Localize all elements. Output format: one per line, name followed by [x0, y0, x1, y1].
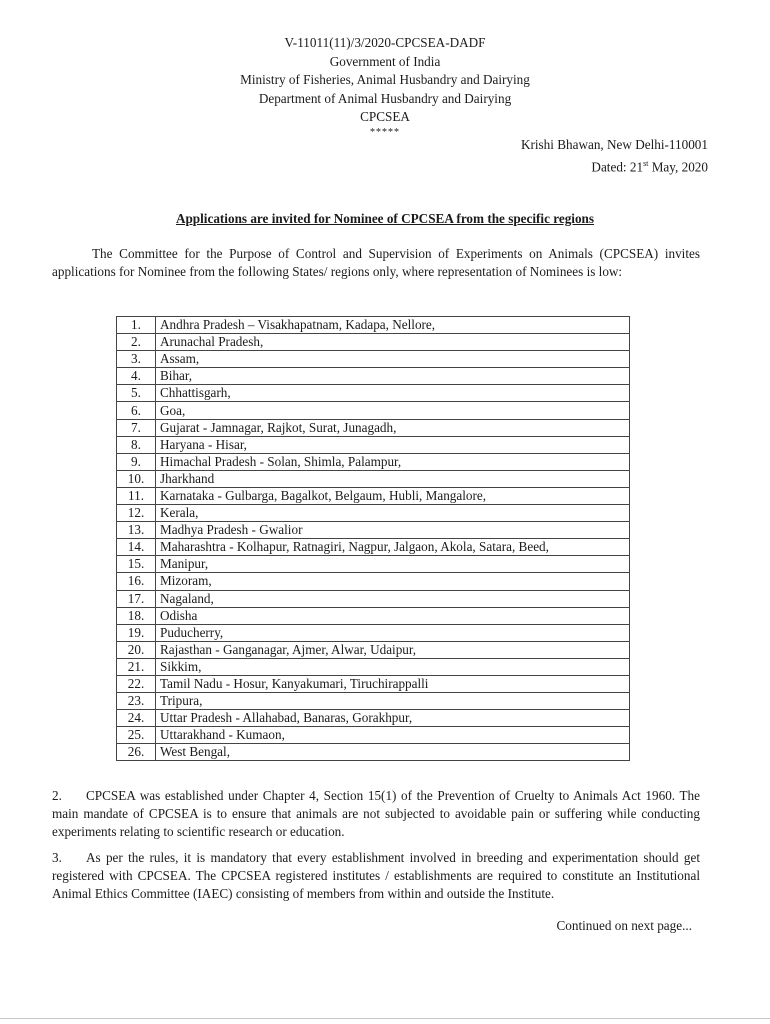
table-row: [117, 368, 630, 385]
region-name: Nagaland,: [156, 590, 630, 607]
region-name: Chhattisgarh,: [156, 385, 630, 402]
paragraph-text: CPCSEA was established under Chapter 4, Section 15(1) of the Prevention of Cruelty to Animals Act 1960. The main mandate of CPCSEA is to ensure that animals are not subjected to avoidable pain or suffering while conducting experiments relating to scientific research or education.: [52, 788, 700, 839]
region-name: Karnataka - Gulbarga, Bagalkot, Belgaum, Hubli, Mangalore,: [156, 487, 630, 504]
paragraph-number: 3.: [52, 850, 62, 865]
row-number: 22.: [117, 675, 156, 692]
region-name: Odisha: [156, 607, 630, 624]
letterhead: [0, 34, 770, 139]
table-row: [117, 624, 630, 641]
intro-paragraph: The Committee for the Purpose of Control and Supervision of Experiments on Animals (CPCSEA) invites applications for Nominee from the following States/ regions only, where representation of Nominees is low:: [52, 246, 700, 279]
table-row: [117, 505, 630, 522]
region-name: Jharkhand: [156, 470, 630, 487]
row-number: 17.: [117, 590, 156, 607]
row-number: 7.: [117, 419, 156, 436]
table-row: [117, 385, 630, 402]
table-row: [117, 351, 630, 368]
table-row: [117, 470, 630, 487]
date: [521, 155, 708, 177]
region-name: Himachal Pradesh - Solan, Shimla, Palampur,: [156, 453, 630, 470]
row-number: 10.: [117, 470, 156, 487]
address: Krishi Bhawan, New Delhi-110001: [520, 137, 708, 152]
file-reference: V-11011(11)/3/2020-CPCSEA-DADF: [284, 35, 486, 50]
row-number: 19.: [117, 624, 156, 641]
row-number: 11.: [117, 487, 156, 504]
row-number: 9.: [117, 453, 156, 470]
table-row: [117, 744, 630, 761]
address-block: [521, 136, 708, 177]
row-number: 1.: [117, 317, 156, 334]
region-name: Gujarat - Jamnagar, Rajkot, Surat, Junagadh,: [156, 419, 630, 436]
row-number: 24.: [117, 710, 156, 727]
paragraph-number: 2.: [52, 788, 62, 803]
region-name: Andhra Pradesh – Visakhapatnam, Kadapa, Nellore,: [156, 317, 630, 334]
region-name: Mizoram,: [156, 573, 630, 590]
region-name: Kerala,: [156, 505, 630, 522]
region-name: Uttarakhand - Kumaon,: [156, 727, 630, 744]
row-number: 25.: [117, 727, 156, 744]
table-row: [117, 334, 630, 351]
date-ordinal: st: [643, 158, 649, 168]
government-line: Government of India: [329, 53, 441, 69]
table-row: [117, 675, 630, 692]
table-row: [117, 590, 630, 607]
paragraph-text: As per the rules, it is mandatory that every establishment involved in breeding and experimentation should get registered with CPCSEA. The CPCSEA registered institutes / establishments are required to constitute an Institutional Animal Ethics Committee (IAEC) consisting of members from within and outside the Institute.: [52, 850, 700, 901]
row-number: 26.: [117, 744, 156, 761]
table-row: [117, 419, 630, 436]
table-row: [117, 539, 630, 556]
row-number: 2.: [117, 334, 156, 351]
ministry-line: Ministry of Fisheries, Animal Husbandry and Dairying: [240, 72, 530, 88]
table-row: [117, 641, 630, 658]
row-number: 23.: [117, 693, 156, 710]
table-row: [117, 710, 630, 727]
region-name: Tamil Nadu - Hosur, Kanyakumari, Tiruchirappalli: [156, 675, 630, 692]
region-name: Rajasthan - Ganganagar, Ajmer, Alwar, Udaipur,: [156, 641, 630, 658]
region-name: Puducherry,: [156, 624, 630, 641]
table-row: [117, 402, 630, 419]
table-row: [117, 522, 630, 539]
row-number: 4.: [117, 368, 156, 385]
table-row: [117, 453, 630, 470]
table-row: [117, 556, 630, 573]
region-name: Madhya Pradesh - Gwalior: [156, 522, 630, 539]
region-name: Manipur,: [156, 556, 630, 573]
region-name: Uttar Pradesh - Allahabad, Banaras, Gorakhpur,: [156, 710, 630, 727]
region-name: West Bengal,: [156, 744, 630, 761]
region-name: Assam,: [156, 351, 630, 368]
table-row: [117, 607, 630, 624]
date-suffix: May, 2020: [648, 158, 708, 174]
separator-stars: *****: [370, 126, 400, 138]
table-row: [117, 573, 630, 590]
row-number: 16.: [117, 573, 156, 590]
row-number: 14.: [117, 539, 156, 556]
table-row: [117, 658, 630, 675]
row-number: 21.: [117, 658, 156, 675]
department-line: Department of Animal Husbandry and Dairying: [258, 90, 512, 106]
row-number: 5.: [117, 385, 156, 402]
region-name: Goa,: [156, 402, 630, 419]
row-number: 6.: [117, 402, 156, 419]
row-number: 20.: [117, 641, 156, 658]
row-number: 8.: [117, 436, 156, 453]
row-number: 15.: [117, 556, 156, 573]
row-number: 12.: [117, 505, 156, 522]
org-line: CPCSEA: [360, 109, 410, 125]
paragraph-3: [52, 849, 700, 902]
region-name: Maharashtra - Kolhapur, Ratnagiri, Nagpur, Jalgaon, Akola, Satara, Beed,: [156, 539, 630, 556]
table-row: [117, 487, 630, 504]
table-row: [117, 693, 630, 710]
paragraph-2: [52, 787, 700, 840]
table-row: [117, 727, 630, 744]
row-number: 18.: [117, 607, 156, 624]
region-name: Arunachal Pradesh,: [156, 334, 630, 351]
regions-table: [116, 316, 630, 761]
date-prefix: Dated: 21: [591, 158, 644, 174]
table-row: [117, 317, 630, 334]
page-bottom-rule: [0, 1018, 770, 1019]
region-name: Tripura,: [156, 693, 630, 710]
table-row: [117, 436, 630, 453]
row-number: 3.: [117, 351, 156, 368]
region-name: Bihar,: [156, 368, 630, 385]
row-number: 13.: [117, 522, 156, 539]
subject-heading: Applications are invited for Nominee of CPCSEA from the specific regions: [175, 211, 595, 226]
continued-note: Continued on next page...: [556, 918, 692, 933]
region-name: Haryana - Hisar,: [156, 436, 630, 453]
region-name: Sikkim,: [156, 658, 630, 675]
